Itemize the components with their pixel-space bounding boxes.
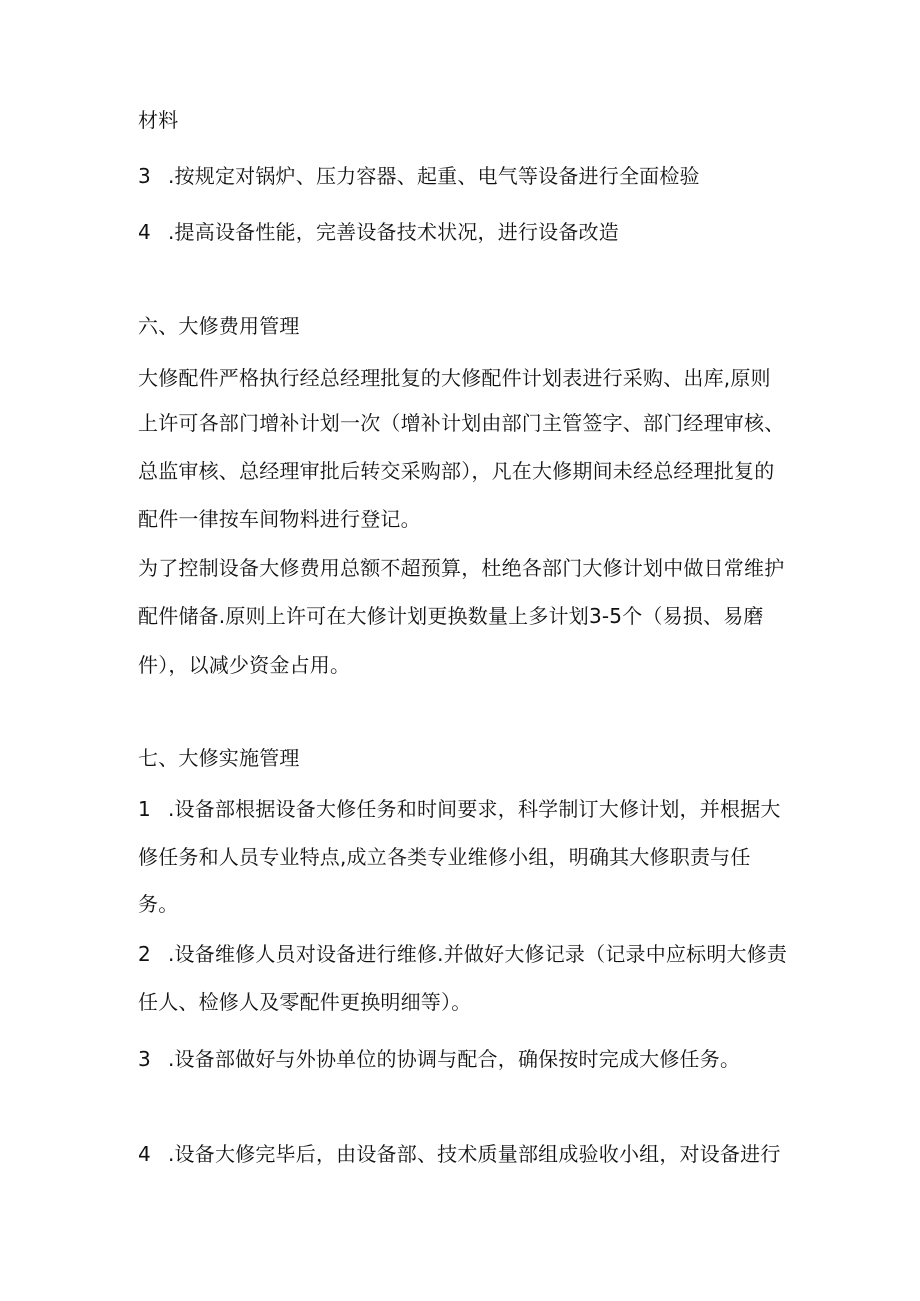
section-6-para1-line: 总监审核、总经理审批后转交采购部），凡在大修期间未经总经理批复的 — [138, 459, 775, 483]
list-item-number: 4 — [138, 220, 151, 244]
list-item-number: 1 — [138, 797, 151, 821]
section-7-item-1-line: 务。 — [138, 892, 179, 916]
list-item-text: .设备部做好与外协单位的协调与配合，确保按时完成大修任务。 — [168, 1047, 741, 1071]
list-item-text: .提高设备性能，完善设备技术状况，进行设备改造 — [168, 220, 619, 244]
list-item-number: 4 — [138, 1142, 151, 1166]
list-item-3 — [138, 162, 700, 190]
section-6-para1-line: 配件一律按车间物料进行登记。 — [138, 507, 421, 531]
section-7-item-1-line: 修任务和人员专业特点,成立各类专业维修小组，明确其大修职责与任 — [138, 845, 751, 869]
section-6-para1-line: 上许可各部门增补计划一次（增补计划由部门主管签字、部门经理审核、 — [138, 411, 785, 435]
section-6-heading: 六、大修费用管理 — [138, 314, 300, 338]
list-item-text: .按规定对锅炉、压力容器、起重、电气等设备进行全面检验 — [168, 164, 700, 188]
section-7-item-4-line — [138, 1140, 781, 1168]
section-7-item-3-line — [138, 1045, 740, 1073]
list-item-number: 2 — [138, 942, 151, 966]
list-item-text: .设备部根据设备大修任务和时间要求，科学制订大修计划，并根据大 — [168, 797, 781, 821]
list-item-number: 3 — [138, 164, 151, 188]
list-item-text: .设备维修人员对设备进行维修.并做好大修记录（记录中应标明大修责 — [168, 942, 788, 966]
section-6-para2-line: 为了控制设备大修费用总额不超预算，杜绝各部门大修计划中做日常维护 — [138, 556, 785, 580]
section-7-heading: 七、大修实施管理 — [138, 746, 300, 770]
section-7-item-1-line — [138, 795, 781, 823]
section-6-para2-line: 件），以减少资金占用。 — [138, 653, 351, 677]
section-7-item-2-line: 任人、检修人及零配件更换明细等）。 — [138, 990, 472, 1014]
section-6-para1-line: 大修配件严格执行经总经理批复的大修配件计划表进行采购、出库,原则 — [138, 366, 771, 390]
section-6-para2-line: 配件储备.原则上许可在大修计划更换数量上多计划3-5个（易损、易磨 — [138, 604, 764, 628]
list-item-number: 3 — [138, 1047, 151, 1071]
continuation-text: 材料 — [138, 108, 179, 132]
list-item-text: .设备大修完毕后，由设备部、技术质量部组成验收小组，对设备进行 — [168, 1142, 781, 1166]
list-item-4 — [138, 218, 619, 246]
section-7-item-2-line — [138, 940, 787, 968]
